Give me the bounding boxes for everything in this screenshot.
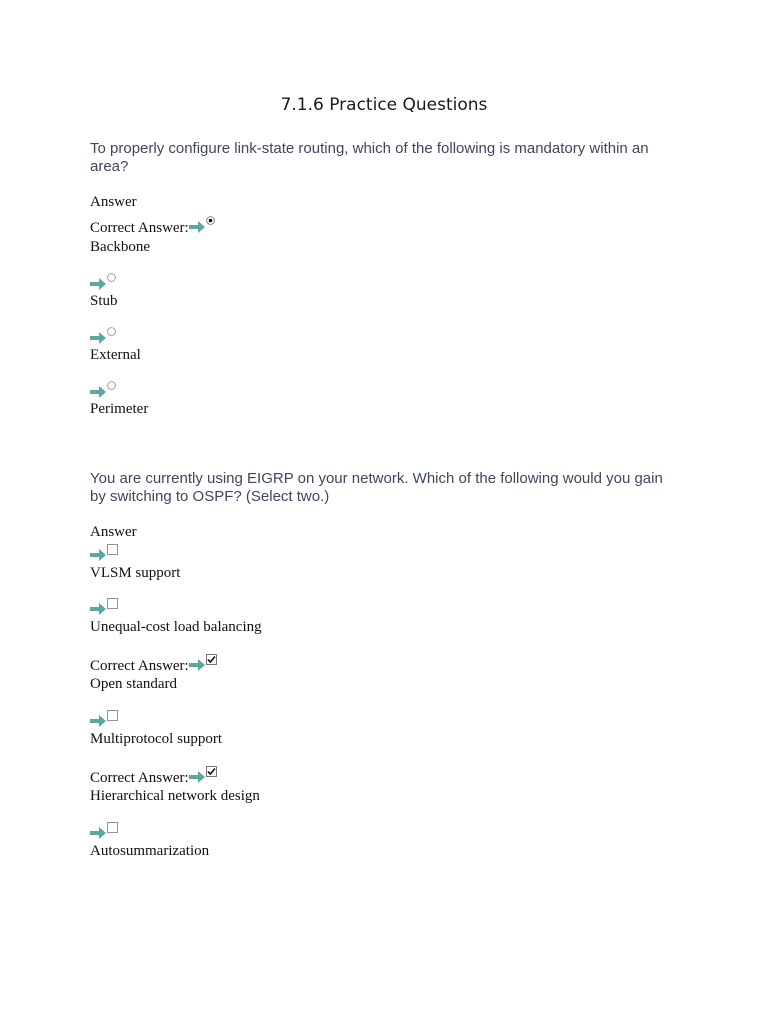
question-2-answer-label: Answer xyxy=(90,524,137,540)
q1-option-1-marker xyxy=(90,216,215,236)
q2-option-2-marker xyxy=(90,598,118,618)
radio-selected-icon[interactable] xyxy=(206,216,215,225)
q2-option-5-label: Hierarchical network design xyxy=(90,788,260,804)
q1-option-2-marker xyxy=(90,273,116,293)
q1-option-3-label: External xyxy=(90,347,141,363)
q1-option-4-label: Perimeter xyxy=(90,401,149,417)
checkbox-checked-icon[interactable] xyxy=(206,766,217,777)
checkbox-icon[interactable] xyxy=(107,710,118,721)
radio-icon[interactable] xyxy=(107,381,116,390)
q2-option-2-label: Unequal-cost load balancing xyxy=(90,619,262,635)
arrow-right-icon xyxy=(90,332,106,344)
checkbox-icon[interactable] xyxy=(107,598,118,609)
q2-option-4-label: Multiprotocol support xyxy=(90,731,223,747)
q2-option-6-label: Autosummarization xyxy=(90,843,210,859)
arrow-right-icon xyxy=(90,715,106,727)
q1-option-2-label: Stub xyxy=(90,293,118,309)
q2-option-6-marker xyxy=(90,822,118,842)
q2-option-1-label: VLSM support xyxy=(90,565,181,581)
checkbox-icon[interactable] xyxy=(107,822,118,833)
q2-option-3-label: Open standard xyxy=(90,676,178,692)
arrow-right-icon xyxy=(90,549,106,561)
correct-answer-label: Correct Answer: xyxy=(90,220,189,236)
arrow-right-icon xyxy=(90,603,106,615)
radio-icon[interactable] xyxy=(107,327,116,336)
q2-option-3-marker xyxy=(90,654,217,674)
arrow-right-icon xyxy=(90,386,106,398)
correct-answer-label: Correct Answer: xyxy=(90,770,189,786)
question-2-text: You are currently using EIGRP on your network. Which of the following would you gain by switching to OSPF? (Select two.) xyxy=(90,470,663,505)
arrow-right-icon xyxy=(90,827,106,839)
arrow-right-icon xyxy=(189,771,205,783)
page-title: 7.1.6 Practice Questions xyxy=(280,95,488,115)
question-1-answer-label: Answer xyxy=(90,194,137,210)
checkbox-checked-icon[interactable] xyxy=(206,654,217,665)
q2-option-1-marker xyxy=(90,544,118,564)
arrow-right-icon xyxy=(90,278,106,290)
radio-icon[interactable] xyxy=(107,273,116,282)
question-1-text: To properly configure link-state routing, which of the following is mandatory within an area? xyxy=(90,140,649,175)
q1-option-1-label: Backbone xyxy=(90,239,150,255)
checkbox-icon[interactable] xyxy=(107,544,118,555)
q1-option-4-marker xyxy=(90,381,116,401)
q2-option-4-marker xyxy=(90,710,118,730)
arrow-right-icon xyxy=(189,221,205,233)
q2-option-5-marker xyxy=(90,766,217,786)
correct-answer-label: Correct Answer: xyxy=(90,658,189,674)
arrow-right-icon xyxy=(189,659,205,671)
q1-option-3-marker xyxy=(90,327,116,347)
